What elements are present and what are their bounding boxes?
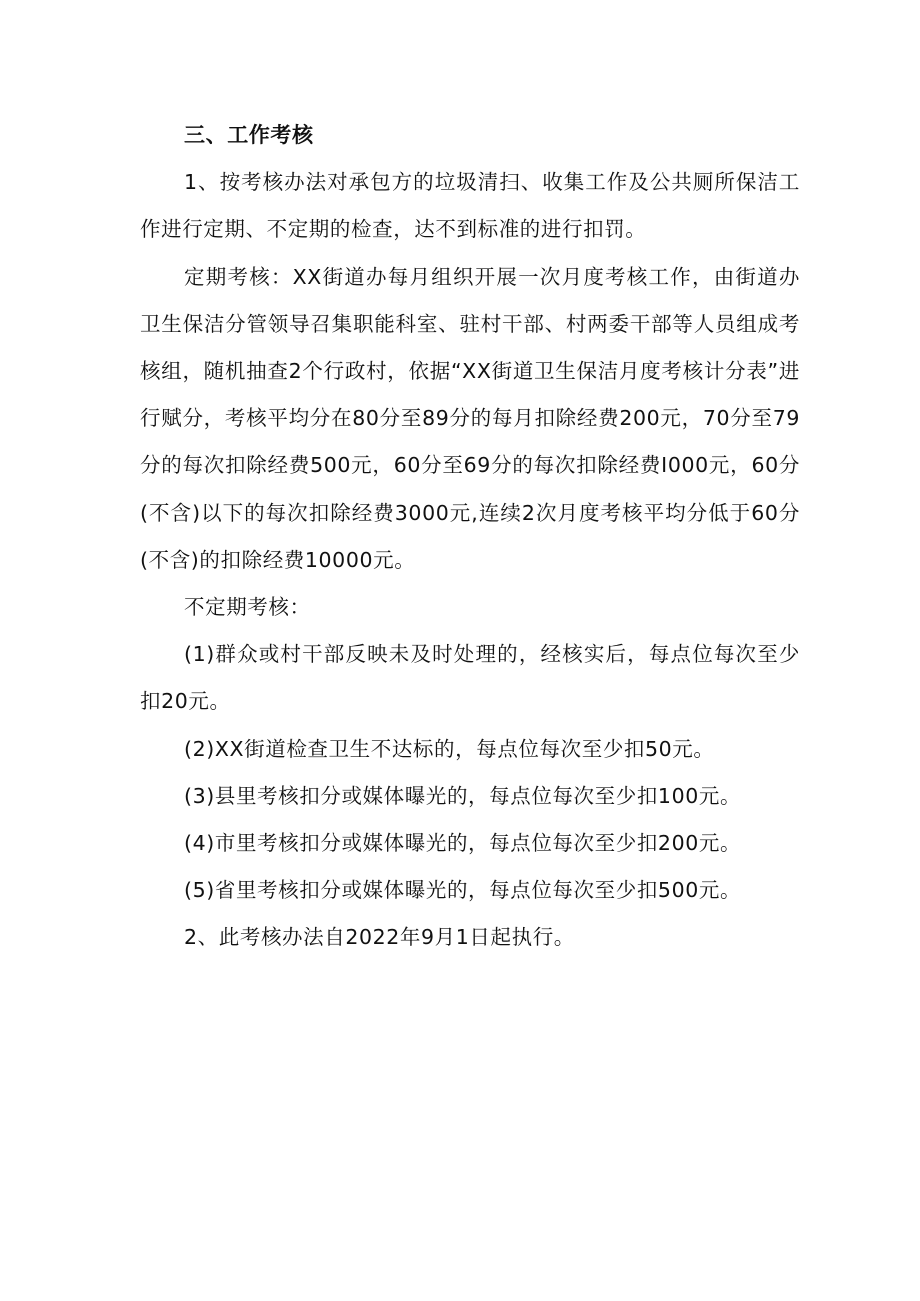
penalty-item-3: (3)县里考核扣分或媒体曝光的，每点位每次至少扣100元。: [184, 783, 742, 808]
paragraph-assessment-overview: 1、按考核办法对承包方的垃圾清扫、收集工作及公共厕所保洁工作进行定期、不定期的检查，达不到标准的进行扣罚。: [140, 170, 800, 242]
irregular-assessment-title: 不定期考核：: [184, 595, 311, 620]
penalty-item-1: (1)群众或村干部反映未及时处理的，经核实后，每点位每次至少扣20元。: [140, 642, 800, 714]
penalty-item-5: (5)省里考核扣分或媒体曝光的，每点位每次至少扣500元。: [184, 878, 742, 903]
penalty-item-2: (2)XX街道检查卫生不达标的，每点位每次至少扣50元。: [184, 736, 715, 761]
effective-date-paragraph: 2、此考核办法自2022年9月1日起执行。: [184, 925, 575, 950]
paragraph-regular-assessment: 定期考核：XX街道办每月组织开展一次月度考核工作，由街道办卫生保洁分管领导召集职能科室、驻村干部、村两委干部等人员组成考核组，随机抽查2个行政村，依据“XX街道卫生保洁月度考核计分表”进行赋分，考核平均分在80分至89分的每月扣除经费200元，70分至79分的每次扣除经费500元，60分至69分的每次扣除经费I000元，60分(不含)以下的每次扣除经费3000元,连续2次月度考核平均分低于60分(不含)的扣除经费10000元。: [140, 264, 800, 572]
section-heading: 三、工作考核: [184, 123, 314, 147]
document-body: [140, 112, 800, 962]
penalty-item-4: (4)市里考核扣分或媒体曝光的，每点位每次至少扣200元。: [184, 831, 742, 856]
